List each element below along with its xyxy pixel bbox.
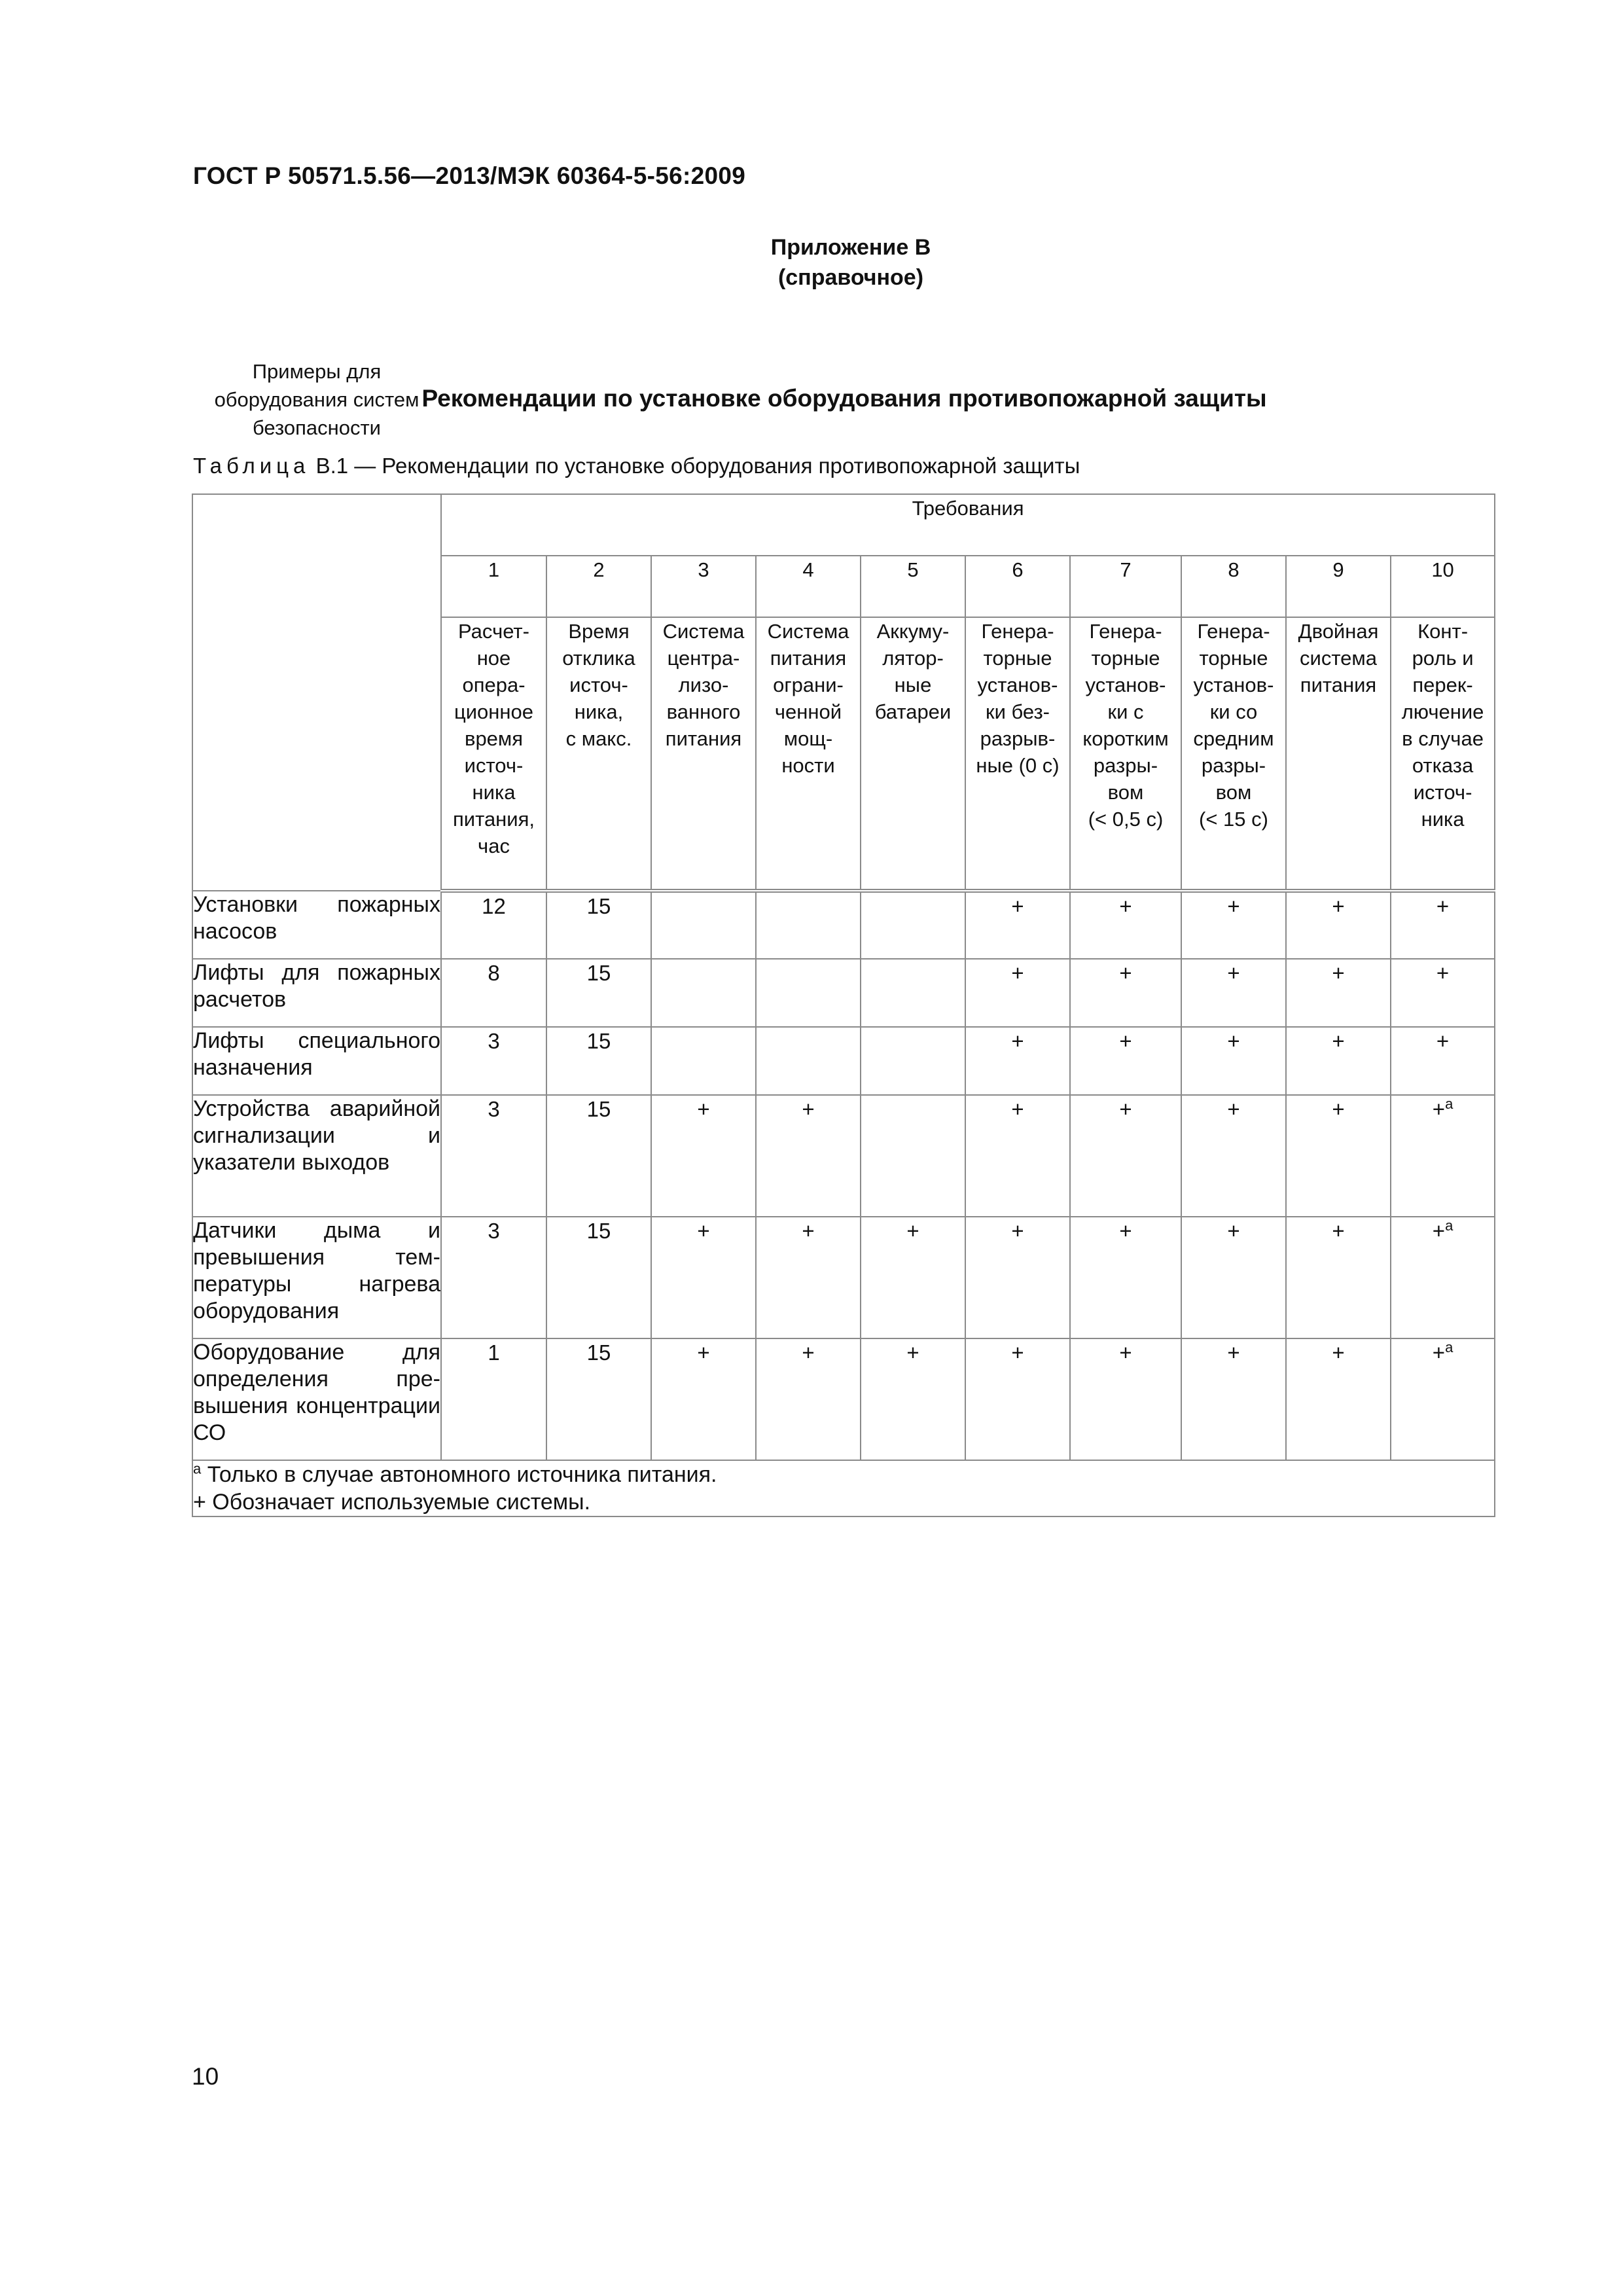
table-body bbox=[192, 891, 1495, 1460]
table-cell: + bbox=[1070, 891, 1181, 959]
appendix-heading bbox=[654, 232, 1047, 293]
table-cell: +$^a$ bbox=[1391, 1095, 1495, 1217]
row-label: Лифты для пожарных расчетов bbox=[192, 959, 441, 1027]
table-cell: + bbox=[1286, 891, 1391, 959]
table-cell: 15 bbox=[546, 959, 651, 1027]
footnote-a: $^a$ Только в случае автономного источника питания. bbox=[193, 1460, 717, 1487]
column-number: 7 bbox=[1070, 556, 1181, 617]
table-cell: + bbox=[756, 1217, 861, 1338]
examples-column-header: Примеры для оборудования систем безопасности bbox=[192, 494, 441, 891]
page-number: 10 bbox=[192, 2063, 219, 2090]
table-cell: 3 bbox=[441, 1095, 546, 1217]
section-title: Рекомендации по установке оборудования противопожарной защиты bbox=[421, 385, 1267, 412]
row-label: Устройства аварийной сигнализации и указатели выходов bbox=[192, 1095, 441, 1217]
table-cell bbox=[756, 959, 861, 1027]
table-cell: + bbox=[965, 891, 1070, 959]
table-cell: 3 bbox=[441, 1217, 546, 1338]
column-description: Конт- роль и перек- лючение в случае отказа источ- ника bbox=[1391, 617, 1495, 891]
table-cell: + bbox=[1181, 1027, 1286, 1095]
table-cell: + bbox=[861, 1217, 965, 1338]
table-cell: + bbox=[1286, 1027, 1391, 1095]
row-label: Установки пожарных насосов bbox=[192, 891, 441, 959]
table-cell bbox=[651, 891, 756, 959]
table-row bbox=[192, 1095, 1495, 1217]
table-cell: + bbox=[1070, 1338, 1181, 1460]
column-number: 1 bbox=[441, 556, 546, 617]
table-cell bbox=[861, 959, 965, 1027]
table-row bbox=[192, 1217, 1495, 1338]
column-number: 8 bbox=[1181, 556, 1286, 617]
table-cell: + bbox=[965, 1217, 1070, 1338]
column-description: Система питания ограни- ченной мощ- ности bbox=[756, 617, 861, 891]
table-cell: + bbox=[1286, 1217, 1391, 1338]
table-footnotes bbox=[192, 1460, 1495, 1516]
footnote-mark: a bbox=[1445, 1217, 1454, 1234]
table-cell: + bbox=[965, 1338, 1070, 1460]
table-cell: +$^a$ bbox=[1391, 1217, 1495, 1338]
table-caption-prefix: Таблица bbox=[193, 454, 310, 478]
table-cell bbox=[861, 1027, 965, 1095]
table-cell: + bbox=[1391, 891, 1495, 959]
appendix-title: Приложение В bbox=[770, 235, 931, 260]
requirements-header: Требования bbox=[441, 494, 1495, 556]
column-description: Аккуму- лятор- ные батареи bbox=[861, 617, 965, 891]
table-cell: + bbox=[651, 1217, 756, 1338]
table-row bbox=[192, 1338, 1495, 1460]
table-caption bbox=[193, 454, 1080, 478]
table-cell: + bbox=[861, 1338, 965, 1460]
appendix-subtitle: (справочное) bbox=[777, 265, 924, 290]
table-cell: + bbox=[651, 1338, 756, 1460]
table-cell: + bbox=[1070, 1027, 1181, 1095]
table-cell: 15 bbox=[546, 1338, 651, 1460]
table-cell: 3 bbox=[441, 1027, 546, 1095]
table-cell bbox=[651, 959, 756, 1027]
table-cell: 15 bbox=[546, 1217, 651, 1338]
table-row bbox=[192, 959, 1495, 1027]
table-cell: + bbox=[756, 1338, 861, 1460]
table-cell bbox=[756, 891, 861, 959]
column-number: 2 bbox=[546, 556, 651, 617]
table-cell bbox=[861, 1095, 965, 1217]
row-label: Лифты специального назначения bbox=[192, 1027, 441, 1095]
table-cell: + bbox=[1181, 1095, 1286, 1217]
table-cell bbox=[756, 1027, 861, 1095]
table-cell: + bbox=[1181, 891, 1286, 959]
table-cell: + bbox=[1181, 1338, 1286, 1460]
footnote-mark: a bbox=[1445, 1096, 1454, 1112]
table-cell: + bbox=[1286, 1095, 1391, 1217]
column-number: 10 bbox=[1391, 556, 1495, 617]
column-description: Система центра- лизо- ванного питания bbox=[651, 617, 756, 891]
column-description: Генера- торные установ- ки со средним разры- вом (< 15 с) bbox=[1181, 617, 1286, 891]
column-description: Время отклика источ- ника, с макс. bbox=[546, 617, 651, 891]
document-header: ГОСТ Р 50571.5.56—2013/МЭК 60364-5-56:2009 bbox=[193, 162, 746, 189]
table-cell: + bbox=[965, 1027, 1070, 1095]
table-cell: 15 bbox=[546, 891, 651, 959]
table-cell: + bbox=[1181, 959, 1286, 1027]
footnote-a-mark: a bbox=[193, 1460, 202, 1477]
footnote-mark: a bbox=[1445, 1339, 1454, 1355]
column-number: 6 bbox=[965, 556, 1070, 617]
table-cell: 12 bbox=[441, 891, 546, 959]
table-cell bbox=[651, 1027, 756, 1095]
table-cell: + bbox=[1286, 959, 1391, 1027]
table-cell: + bbox=[1070, 959, 1181, 1027]
column-description: Генера- торные установ- ки с коротким разры- вом (< 0,5 с) bbox=[1070, 617, 1181, 891]
table-row bbox=[192, 891, 1495, 959]
table-caption-text: В.1 — Рекомендации по установке оборудования противопожарной защиты bbox=[315, 454, 1080, 478]
column-number: 3 bbox=[651, 556, 756, 617]
table-cell bbox=[861, 891, 965, 959]
table-cell: + bbox=[1070, 1095, 1181, 1217]
column-number: 9 bbox=[1286, 556, 1391, 617]
table-cell: + bbox=[965, 959, 1070, 1027]
table-cell: 1 bbox=[441, 1338, 546, 1460]
table-cell: + bbox=[965, 1095, 1070, 1217]
row-label: Оборудование для определения превышения концентрации СО bbox=[192, 1338, 441, 1460]
column-description: Расчет- ное опера- ционное время источ- ника питания, час bbox=[441, 617, 546, 891]
table-cell: + bbox=[1070, 1217, 1181, 1338]
table-cell: 15 bbox=[546, 1095, 651, 1217]
table-cell: + bbox=[1286, 1338, 1391, 1460]
column-number: 4 bbox=[756, 556, 861, 617]
table-cell: 15 bbox=[546, 1027, 651, 1095]
column-description: Двойная система питания bbox=[1286, 617, 1391, 891]
table-row bbox=[192, 1027, 1495, 1095]
table-cell: + bbox=[1391, 1027, 1495, 1095]
table-cell: + bbox=[1181, 1217, 1286, 1338]
row-label: Датчики дыма и превышения температуры нагрева оборудования bbox=[192, 1217, 441, 1338]
table-cell: + bbox=[1391, 959, 1495, 1027]
footnote-plus: + Обозначает используемые системы. bbox=[193, 1490, 591, 1515]
table-cell: + bbox=[651, 1095, 756, 1217]
column-number: 5 bbox=[861, 556, 965, 617]
table-cell: +$^a$ bbox=[1391, 1338, 1495, 1460]
column-description: Генера- торные установ- ки без- разрыв- ные (0 с) bbox=[965, 617, 1070, 891]
table-cell: 8 bbox=[441, 959, 546, 1027]
table-cell: + bbox=[756, 1095, 861, 1217]
